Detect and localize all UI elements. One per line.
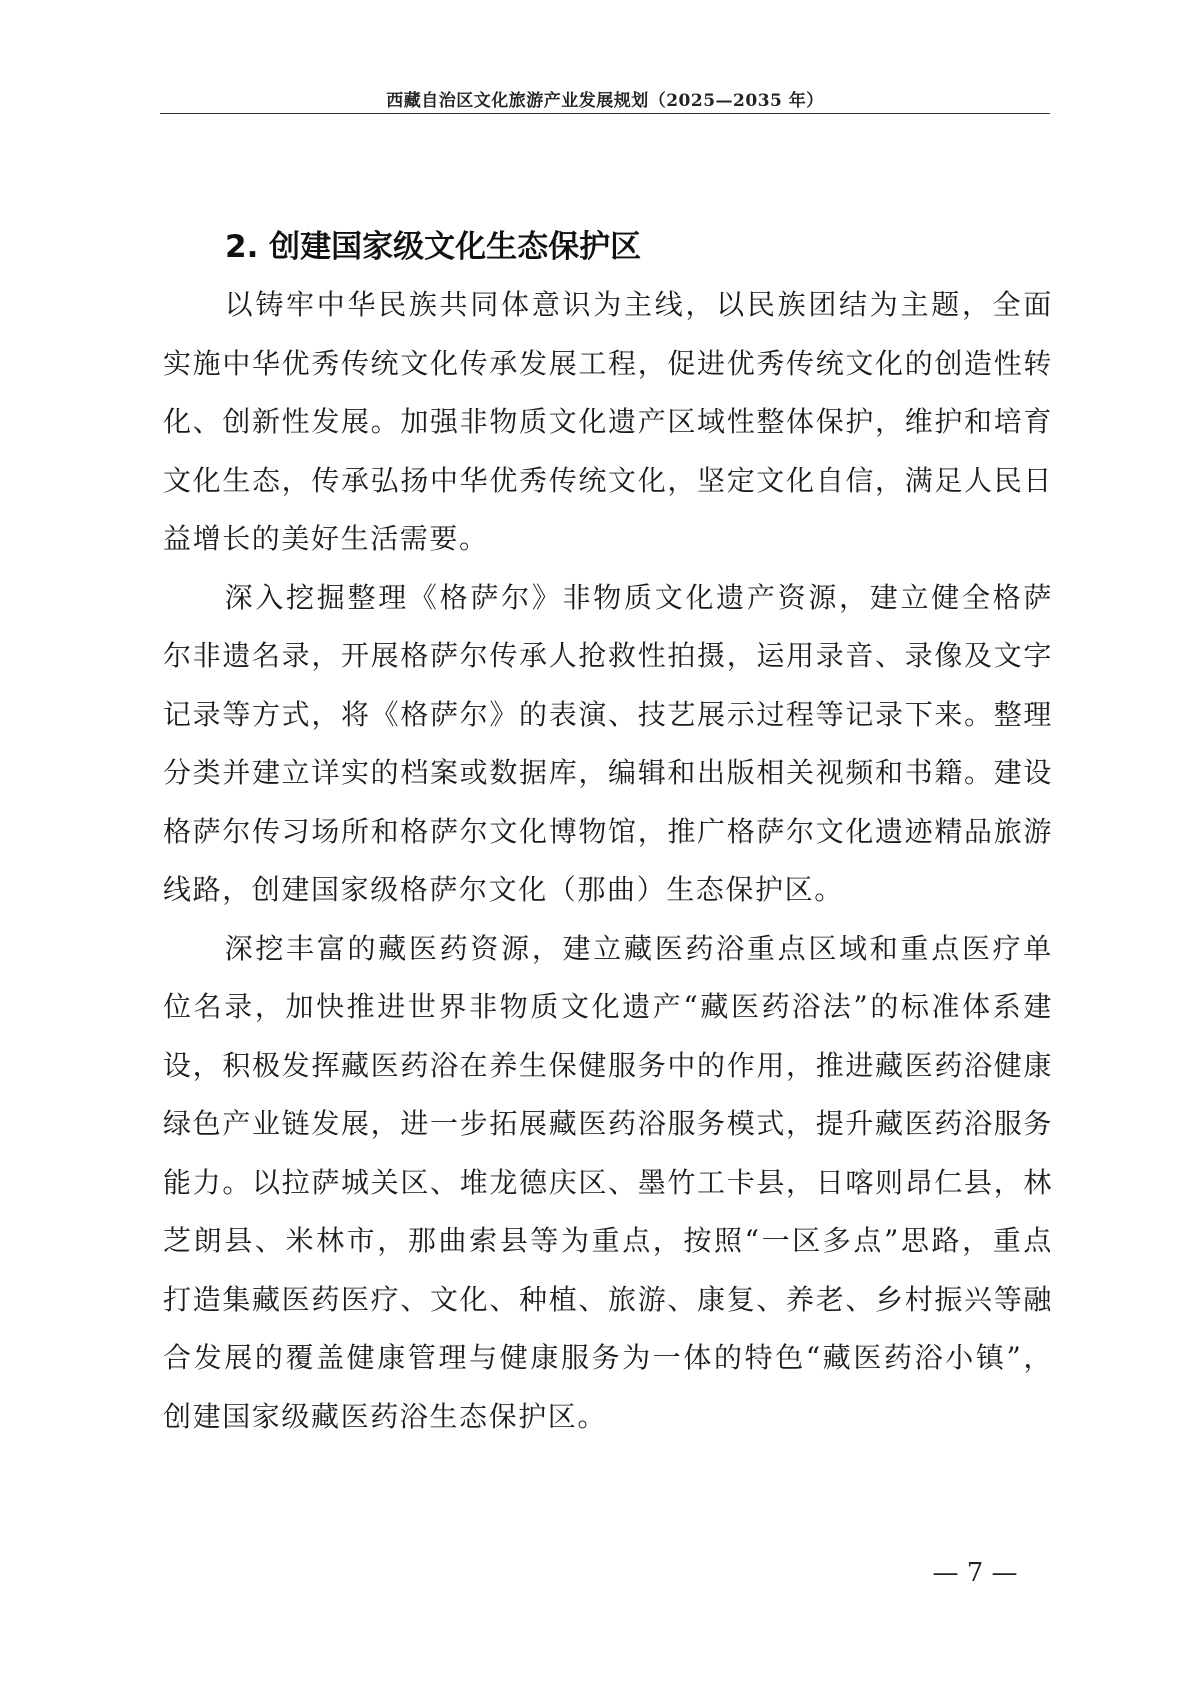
paragraph-1: 以铸牢中华民族共同体意识为主线，以民族团结为主题，全面实施中华优秀传统文化传承发展工程，促进优秀传统文化的创造性转化、创新性发展。加强非物质文化遗产区域性整体保护，维护和培育文化生态，传承弘扬中华优秀传统文化，坚定文化自信，满足人民日益增长的美好生活需要。: [163, 288, 1053, 555]
header-divider: [160, 113, 1050, 114]
paragraph-2: 深入挖掘整理《格萨尔》非物质文化遗产资源，建立健全格萨尔非遗名录，开展格萨尔传承人抢救性拍摄，运用录音、录像及文字记录等方式，将《格萨尔》的表演、技艺展示过程等记录下来。整理分类并建立详实的档案或数据库，编辑和出版相关视频和书籍。建设格萨尔传习场所和格萨尔文化博物馆，推广格萨尔文化遗迹精品旅游线路，创建国家级格萨尔文化（那曲）生态保护区。: [163, 580, 1053, 906]
document-body: [163, 218, 1053, 1446]
page-number: — 7 —: [932, 1558, 1018, 1588]
paragraph-3: 深挖丰富的藏医药资源，建立藏医药浴重点区域和重点医疗单位名录，加快推进世界非物质文化遗产“藏医药浴法”的标准体系建设，积极发挥藏医药浴在养生保健服务中的作用，推进藏医药浴健康绿色产业链发展，进一步拓展藏医药浴服务模式，提升藏医药浴服务能力。以拉萨城关区、堆龙德庆区、墨竹工卡县，日喀则昂仁县，林芝朗县、米林市，那曲索县等为重点，按照“一区多点”思路，重点打造集藏医药医疗、文化、种植、旅游、康复、养老、乡村振兴等融合发展的覆盖健康管理与健康服务为一体的特色“藏医药浴小镇”，创建国家级藏医药浴生态保护区。: [163, 931, 1053, 1433]
section-heading: 2. 创建国家级文化生态保护区: [225, 229, 642, 265]
running-header: 西藏自治区文化旅游产业发展规划（2025—2035 年）: [386, 91, 824, 111]
